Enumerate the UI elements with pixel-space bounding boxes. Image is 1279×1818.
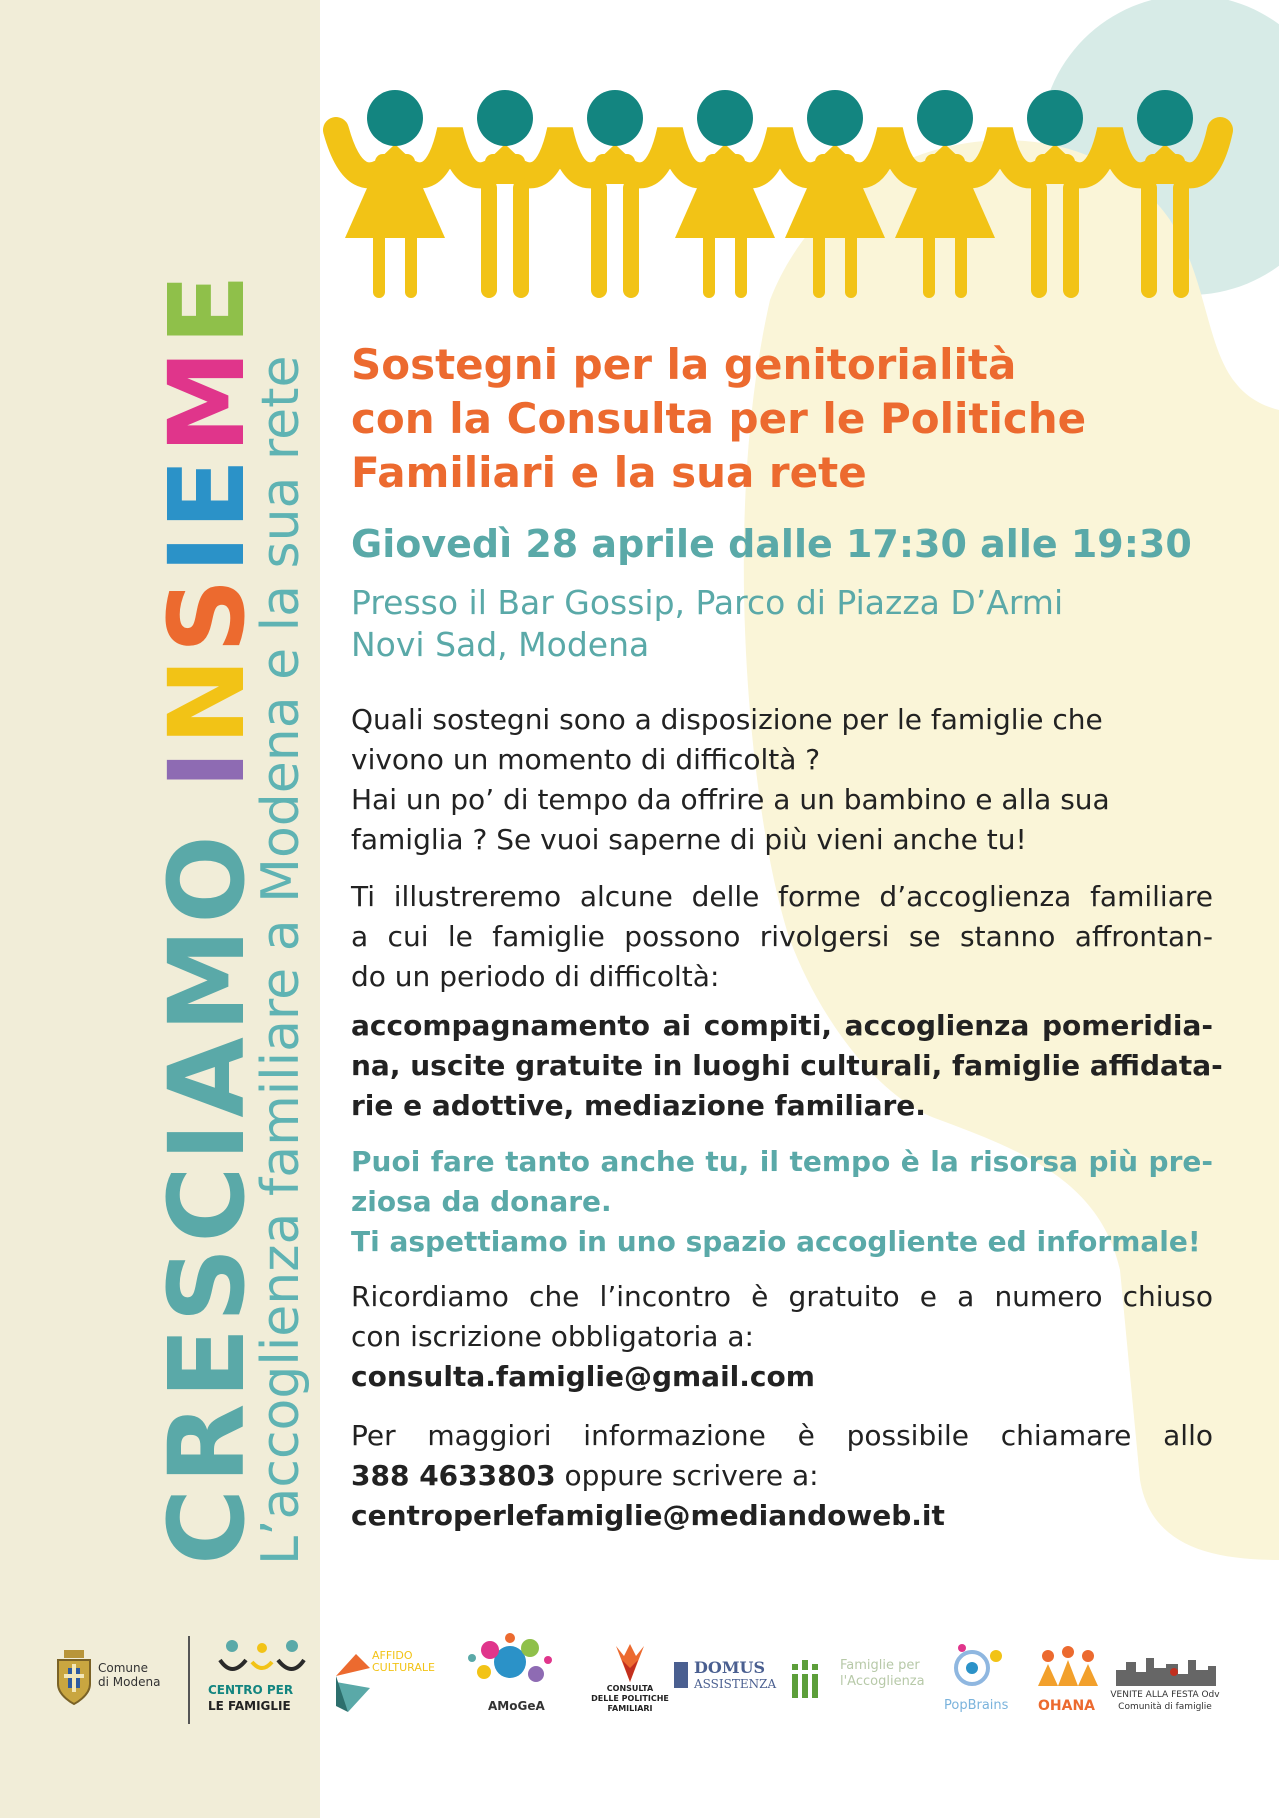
title-letter: E: [146, 269, 268, 346]
girl-figure: [675, 90, 775, 298]
logo-comune-di-modena: [50, 1630, 170, 1730]
text-line: accompagnamento ai compiti, accoglienza pomeridia-: [351, 1009, 1213, 1042]
popbrains-icon: [950, 1642, 1010, 1692]
vertical-title-cresciamo-insieme: [146, 269, 268, 1565]
torso-shape: [485, 154, 525, 184]
title-letter: E: [146, 453, 268, 530]
title-letter: C: [146, 1161, 268, 1243]
text-line: Per maggiori informazione è possibile chiamare allo: [351, 1419, 1213, 1452]
text-line: Puoi fare tanto anche tu, il tempo è la risorsa più pre-: [351, 1145, 1213, 1178]
title-letter: C: [146, 1483, 268, 1565]
domus-icon: [674, 1662, 688, 1688]
leg-shape: [813, 230, 825, 298]
torso-shape: [1145, 154, 1185, 184]
title-letter: E: [146, 1322, 268, 1399]
logo-label: Famiglie per: [840, 1658, 920, 1673]
event-date: Giovedì 28 aprile dalle 17:30 alle 19:30: [351, 522, 1192, 566]
event-venue: [351, 582, 1213, 666]
text-line: Ricordiamo che l’incontro è gratuito e a numero chiuso: [351, 1280, 1213, 1313]
sidebar: [0, 0, 320, 1818]
text-line: a cui le famiglie possono rivolgersi se stanno affrontan-: [351, 920, 1213, 953]
services-list-paragraph: [351, 1006, 1223, 1126]
head-shape: [917, 90, 973, 146]
text-line: Hai un po’ di tempo da offrire a un bambino e alla sua: [351, 783, 1110, 816]
logo-green-bars: [790, 1630, 830, 1730]
leg-shape: [845, 230, 857, 298]
text-line: Ti illustreremo alcune delle forme d’accoglienza familiare: [351, 880, 1213, 913]
leg-shape: [955, 230, 967, 298]
logo-label: FAMILIARI: [607, 1704, 653, 1713]
logo-ohana: [1030, 1630, 1110, 1730]
text-line: Ti aspettiamo in uno spazio accogliente ed informale!: [351, 1225, 1201, 1258]
leg-shape: [1173, 180, 1189, 298]
logo-label: ASSISTENZA: [694, 1677, 777, 1691]
leg-shape: [735, 230, 747, 298]
text-line: ziosa da donare.: [351, 1185, 612, 1218]
logo-label: AFFIDO: [372, 1649, 413, 1662]
invitation-paragraph: [351, 1142, 1213, 1262]
boy-figure: [1137, 90, 1193, 298]
logo-consulta-politiche-familiari: [580, 1630, 680, 1730]
leg-shape: [623, 180, 639, 298]
description-paragraph: [351, 877, 1213, 997]
venue-line: Presso il Bar Gossip, Parco di Piazza D’Armi: [351, 583, 1064, 622]
girl-figure: [345, 90, 445, 298]
phone-line: [351, 1456, 1213, 1496]
logo-label: OHANA: [1038, 1698, 1096, 1714]
title-letter: R: [146, 1398, 268, 1484]
logo-label: PopBrains: [944, 1698, 1009, 1713]
girl-figure: [895, 90, 995, 298]
logo-popbrains: [940, 1630, 1030, 1730]
leg-shape: [923, 230, 935, 298]
logo-divider: [188, 1636, 190, 1724]
text-line: rie e adottive, mediazione familiare.: [351, 1089, 926, 1122]
title-letter: [146, 789, 268, 830]
text-line: na, uscite gratuite in luoghi culturali, famiglie affidata-: [351, 1049, 1223, 1082]
torso-shape: [595, 154, 635, 184]
leg-shape: [513, 180, 529, 298]
title-letter: S: [146, 573, 268, 654]
phone-number[interactable]: 388 4633803: [351, 1459, 556, 1492]
amogea-splash-icon: [460, 1630, 560, 1694]
green-bars-icon: [790, 1660, 826, 1700]
boy-figure: [477, 90, 533, 298]
headline-line: Sostegni per la genitorialità: [351, 340, 1017, 389]
logo-affido-culturale: [324, 1630, 444, 1730]
linked-arms: [336, 130, 1220, 175]
leg-shape: [1063, 180, 1079, 298]
head-shape: [1137, 90, 1193, 146]
leg-shape: [703, 230, 715, 298]
logo-label: CONSULTA: [606, 1684, 654, 1693]
intro-paragraph: [351, 700, 1213, 860]
leg-shape: [1031, 180, 1047, 298]
boy-figure: [587, 90, 643, 298]
text-fragment: oppure scrivere a:: [555, 1459, 819, 1492]
headline-line: con la Consulta per le Politiche: [351, 394, 1087, 443]
head-shape: [367, 90, 423, 146]
head-shape: [1027, 90, 1083, 146]
text-line: con iscrizione obbligatoria a:: [351, 1320, 754, 1353]
leg-shape: [373, 230, 385, 298]
title-letter: I: [146, 745, 268, 789]
contact-paragraph: [351, 1416, 1213, 1536]
head-shape: [477, 90, 533, 146]
text-line: vivono un momento di difficoltà ?: [351, 743, 821, 776]
boy-figure: [1027, 90, 1083, 298]
logo-domus-assistenza: [672, 1630, 790, 1730]
title-letter: S: [146, 1242, 268, 1323]
registration-email-link[interactable]: consulta.famiglie@gmail.com: [351, 1360, 815, 1393]
leg-shape: [481, 180, 497, 298]
leg-shape: [591, 180, 607, 298]
head-shape: [807, 90, 863, 146]
registration-paragraph: [351, 1277, 1213, 1397]
logo-label: CULTURALE: [372, 1661, 435, 1674]
title-letter: M: [146, 345, 268, 454]
crest-icon: [54, 1650, 94, 1706]
title-letter: M: [146, 923, 268, 1033]
paper-chain-people-illustration: [320, 90, 1240, 320]
girl-figure: [785, 90, 885, 298]
title-letter: I: [146, 529, 268, 574]
title-letter: A: [146, 1032, 268, 1118]
logo-label: l'Accoglienza: [840, 1674, 925, 1689]
vertical-subtitle: L’accoglienza familiare a Modena e la sua rete: [251, 355, 311, 1565]
centro-famiglie-icon: [212, 1638, 312, 1678]
headline: [351, 338, 1213, 500]
logo-label: AMoGeA: [488, 1699, 545, 1713]
title-letter: O: [146, 830, 268, 924]
logo-label: DOMUS: [694, 1658, 766, 1677]
logo-amogea: [458, 1630, 568, 1730]
text-line: do un periodo di difficoltà:: [351, 960, 720, 993]
title-letter: N: [146, 653, 268, 746]
consulta-icon: [610, 1642, 650, 1682]
logo-centro-per-le-famiglie: [198, 1630, 328, 1730]
logo-label: Comunità di famiglie: [1118, 1702, 1212, 1712]
head-shape: [587, 90, 643, 146]
logo-label: CENTRO PER: [208, 1683, 294, 1697]
logo-label: di Modena: [98, 1675, 161, 1689]
logo-venite-alla-festa: [1110, 1630, 1230, 1730]
logo-label: Comune: [98, 1661, 149, 1675]
headline-line: Familiari e la sua rete: [351, 448, 867, 497]
logo-label: LE FAMIGLIE: [208, 1699, 291, 1713]
text-line: famiglia ? Se vuoi saperne di più vieni anche tu!: [351, 823, 1027, 856]
head-shape: [697, 90, 753, 146]
torso-shape: [1035, 154, 1075, 184]
logo-label: DELLE POLITICHE: [591, 1694, 669, 1703]
venue-line: Novi Sad, Modena: [351, 625, 650, 664]
contact-email-link[interactable]: centroperlefamiglie@mediandoweb.it: [351, 1499, 945, 1532]
partner-logos: [40, 1630, 1240, 1730]
leg-shape: [1141, 180, 1157, 298]
ohana-people-icon: [1036, 1646, 1100, 1690]
logo-label: VENITE ALLA FESTA Odv: [1110, 1690, 1220, 1700]
title-letter: I: [146, 1117, 268, 1162]
logo-famiglie-per-accoglienza: [840, 1630, 940, 1730]
leg-shape: [405, 230, 417, 298]
skyline-icon: [1116, 1656, 1216, 1686]
text-line: Quali sostegni sono a disposizione per le famiglie che: [351, 703, 1103, 736]
